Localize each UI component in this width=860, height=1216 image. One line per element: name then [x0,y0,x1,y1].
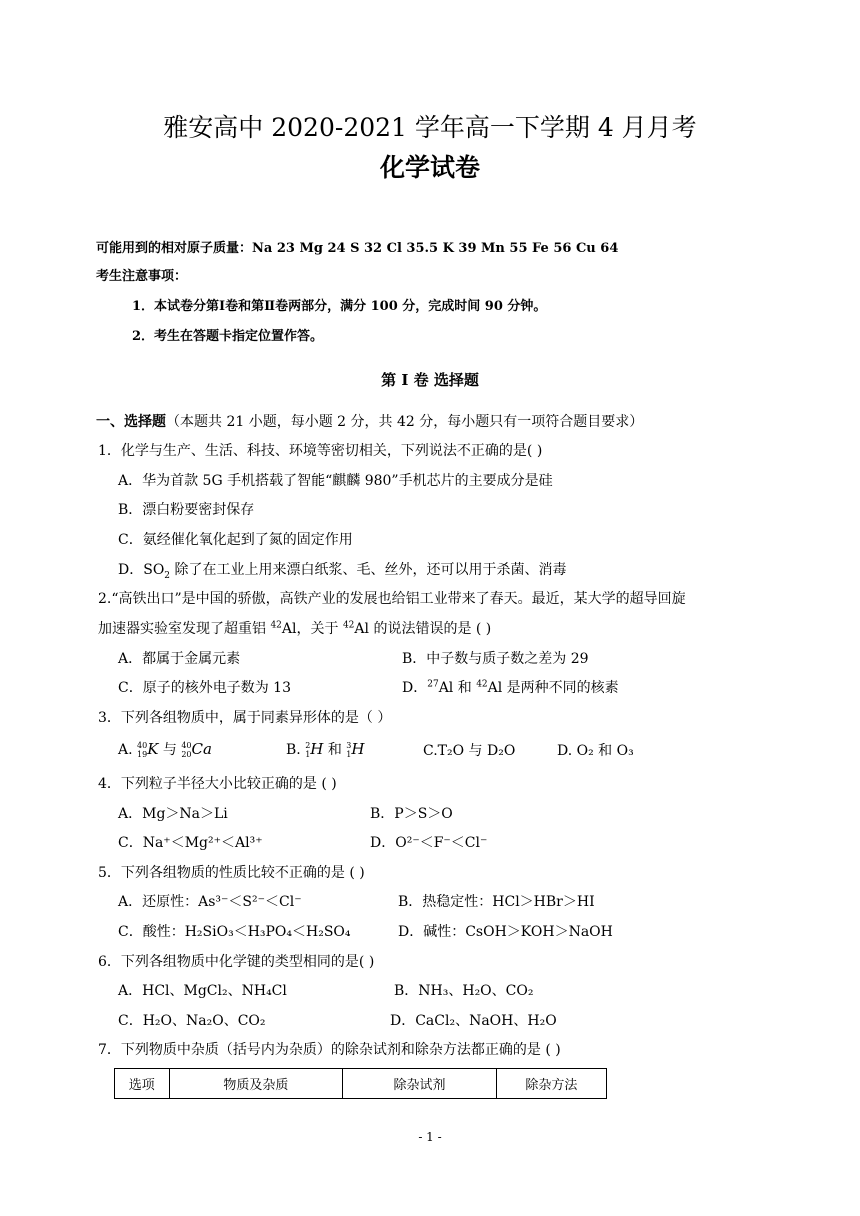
option-d-text: D． [402,680,428,696]
mass-number: 2 [305,741,311,750]
atomic-number: 20 [181,750,192,759]
element-symbol: K [147,740,159,758]
question-7-stem: 7．下列物质中杂质（括号内为杂质）的除杂试剂和除杂方法都正确的是 ( ) [98,1042,561,1058]
part-label: 一、选择题 [96,414,166,430]
page-number: - 1 - [418,1130,442,1144]
mass-number: 42 [342,620,355,631]
element-symbol: Ca [191,740,212,758]
question-2-option-c: C．原子的核外电子数为 13 [118,680,291,696]
notes-title: 考生注意事项： [96,269,188,284]
option-d-text: 除了在工业上用来漂白纸浆、毛、丝外，还可以用于杀菌、消毒 [170,562,567,578]
stem-text: Al 的说法错误的是 ( ) [354,621,492,637]
question-1-option-a: A．华为首款 5G 手机搭载了智能“麒麟 980”手机芯片的主要成分是硅 [118,473,553,489]
question-5-option-b: B．热稳定性：HCl＞HBr＞HI [398,894,595,910]
option-d-text: Al 是两种不同的核素 [487,680,619,696]
table-header-cell: 选项 [115,1069,170,1099]
question-3-option-d: D. O₂ 和 O₃ [557,743,634,759]
connector-text: 与 [158,742,182,758]
part-heading [96,413,643,431]
element-symbol: H [351,740,365,758]
question-2-option-a: A．都属于金属元素 [118,651,241,667]
subscript: 2 [164,570,171,581]
question-2-stem-line1: 2.“高铁出口”是中国的骄傲，高铁产业的发展也给铝工业带来了春天。最近，某大学的超导回旋 [98,591,686,607]
option-d-text: Al 和 [438,680,477,696]
option-label: A. [118,742,133,758]
question-3-option-a [118,740,212,759]
question-2-stem-line2 [98,620,491,638]
question-5-stem: 5．下列各组物质的性质比较不正确的是 ( ) [98,865,365,881]
exam-subtitle: 化学试卷 [379,153,480,182]
question-1-option-b: B．漂白粉要密封保存 [118,502,255,518]
exam-title: 雅安高中 2020-2021 学年高一下学期 4 月月考 [163,113,697,142]
mass-number: 40 [181,741,192,750]
nuclide-ca [181,741,191,759]
question-5-option-a: A．还原性：As³⁻＜S²⁻＜Cl⁻ [118,894,302,910]
question-6-option-b: B．NH₃、H₂O、CO₂ [394,983,534,999]
atomic-number: 19 [137,750,148,759]
option-d-text: D．SO [118,562,165,578]
atomic-mass-info: 可能用到的相对原子质量：Na 23 Mg 24 S 32 Cl 35.5 K 39 Mn 55 Fe 56 Cu 64 [96,241,619,256]
question-1-stem: 1．化学与生产、生活、科技、环境等密切相关，下列说法不正确的是( ) [98,443,543,459]
question-4-option-b: B．P＞S＞O [370,806,453,822]
question-4-option-a: A．Mg＞Na＞Li [118,806,228,822]
question-6-option-d: D．CaCl₂、NaOH、H₂O [390,1013,557,1029]
question-5-option-d: D．碱性：CsOH＞KOH＞NaOH [398,924,613,940]
question-6-option-a: A．HCl、MgCl₂、NH₄Cl [118,983,287,999]
part-description: （本题共 21 小题，每小题 2 分，共 42 分，每小题只有一项符合题目要求） [166,414,644,430]
table-header-row [115,1069,607,1099]
mass-number: 3 [346,741,352,750]
question-3-option-c: C.T₂O 与 D₂O [423,743,516,759]
question-7-table [114,1068,607,1099]
table-header-cell: 除杂方法 [496,1069,606,1099]
mass-number: 27 [427,679,439,690]
nuclide-k [137,741,147,759]
table-header-cell: 物质及杂质 [169,1069,343,1099]
atomic-number: 1 [346,750,352,759]
mass-number: 42 [476,679,488,690]
note-1: 1．本试卷分第Ⅰ卷和第Ⅱ卷两部分，满分 100 分，完成时间 90 分钟。 [132,299,547,314]
atomic-number: 1 [305,750,311,759]
question-5-option-c: C．酸性：H₂SiO₃＜H₃PO₄＜H₂SO₄ [118,924,351,940]
question-3-option-b [286,740,364,759]
option-label: B. [286,742,301,758]
stem-text: 加速器实验室发现了超重铝 [98,621,271,637]
table-header-cell: 除杂试剂 [343,1069,497,1099]
connector-text: 和 [323,742,347,758]
question-4-option-d: D．O²⁻＜F⁻＜Cl⁻ [370,835,488,851]
question-3-stem: 3．下列各组物质中，属于同素异形体的是（ ） [98,710,392,726]
question-6-stem: 6．下列各组物质中化学键的类型相同的是( ) [98,954,375,970]
question-2-option-d [402,679,619,697]
note-2: 2．考生在答题卡指定位置作答。 [132,329,324,344]
question-2-option-b: B．中子数与质子数之差为 29 [402,651,589,667]
stem-text: Al，关于 [281,621,343,637]
question-1-option-c: C．氨经催化氧化起到了氮的固定作用 [118,532,353,548]
element-symbol: H [310,740,324,758]
mass-number: 40 [137,741,148,750]
question-4-stem: 4．下列粒子半径大小比较正确的是 ( ) [98,776,337,792]
mass-number: 42 [270,620,282,631]
question-6-option-c: C．H₂O、Na₂O、CO₂ [118,1013,266,1029]
section-title: 第 Ⅰ 卷 选择题 [381,371,479,389]
question-1-option-d [118,561,566,579]
question-4-option-c: C．Na⁺＜Mg²⁺＜Al³⁺ [118,835,263,851]
